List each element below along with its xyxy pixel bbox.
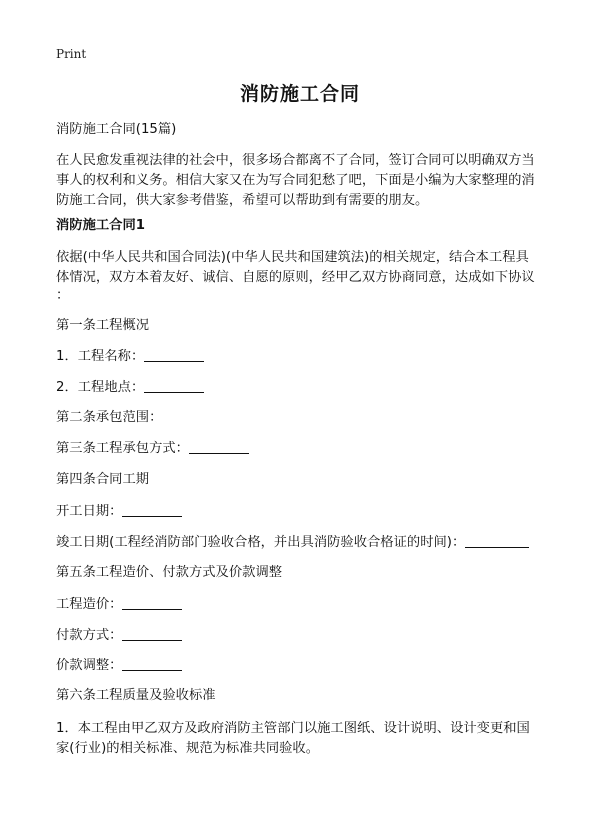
intro-line-2: 事人的权利和义务。相信大家又在为写合同犯愁了吧，下面是小编为大家整理的消	[56, 173, 535, 188]
article-1-heading: 第一条工程概况	[56, 318, 150, 333]
start-date-field	[56, 502, 551, 522]
section-heading: 消防施工合同1	[56, 218, 146, 233]
start-date-blank	[122, 502, 182, 517]
price-adjustment-field	[56, 656, 551, 676]
preamble-line-1: 依据(中华人民共和国合同法)(中华人民共和国建筑法)的相关规定，结合本工程具	[56, 250, 529, 265]
preamble-line-3: ：	[56, 288, 70, 303]
article-2-heading: 第二条承包范围：	[56, 410, 163, 425]
project-name-field	[56, 347, 551, 367]
article-5-heading: 第五条工程造价、付款方式及价款调整	[56, 565, 283, 580]
project-cost-field	[56, 595, 551, 615]
project-cost-blank	[122, 595, 182, 610]
completion-date-blank	[465, 533, 529, 548]
document-subtitle: 消防施工合同(15篇)	[56, 122, 177, 137]
preamble-line-2: 体情况，双方本着友好、诚信、自愿的原则，经甲乙双方协商同意，达成如下协议	[56, 270, 535, 285]
project-name-blank	[144, 347, 204, 362]
print-link[interactable]: Print	[56, 47, 87, 61]
intro-line-1: 在人民愈发重视法律的社会中，很多场合都离不了合同，签订合同可以明确双方当	[56, 153, 535, 168]
completion-date-label: 竣工日期(工程经消防部门验收合格，并出具消防验收合格证的时间)：	[56, 535, 466, 550]
payment-method-label: 付款方式：	[56, 628, 123, 643]
completion-date-field	[56, 533, 551, 553]
article-3-label: 第三条工程承包方式：	[56, 441, 189, 456]
payment-method-field	[56, 626, 551, 646]
project-location-field	[56, 378, 551, 398]
article-3-blank	[189, 439, 249, 454]
payment-method-blank	[122, 626, 182, 641]
article-6-heading: 第六条工程质量及验收标准	[56, 688, 216, 703]
article-3-field	[56, 439, 551, 459]
acceptance-line-2: 家(行业)的相关标准、规范为标准共同验收。	[56, 741, 320, 756]
project-location-blank	[144, 378, 204, 393]
start-date-label: 开工日期：	[56, 504, 123, 519]
page-title: 消防施工合同	[239, 83, 360, 105]
price-adjustment-blank	[122, 656, 182, 671]
price-adjustment-label: 价款调整：	[56, 658, 123, 673]
acceptance-line-1: 1．本工程由甲乙双方及政府消防主管部门以施工图纸、设计说明、设计变更和国	[56, 721, 530, 736]
project-name-label: 1．工程名称：	[56, 349, 145, 364]
project-location-label: 2．工程地点：	[56, 380, 145, 395]
project-cost-label: 工程造价：	[56, 597, 123, 612]
intro-line-3: 防施工合同，供大家参考借鉴，希望可以帮助到有需要的朋友。	[56, 193, 429, 208]
article-4-heading: 第四条合同工期	[56, 472, 150, 487]
